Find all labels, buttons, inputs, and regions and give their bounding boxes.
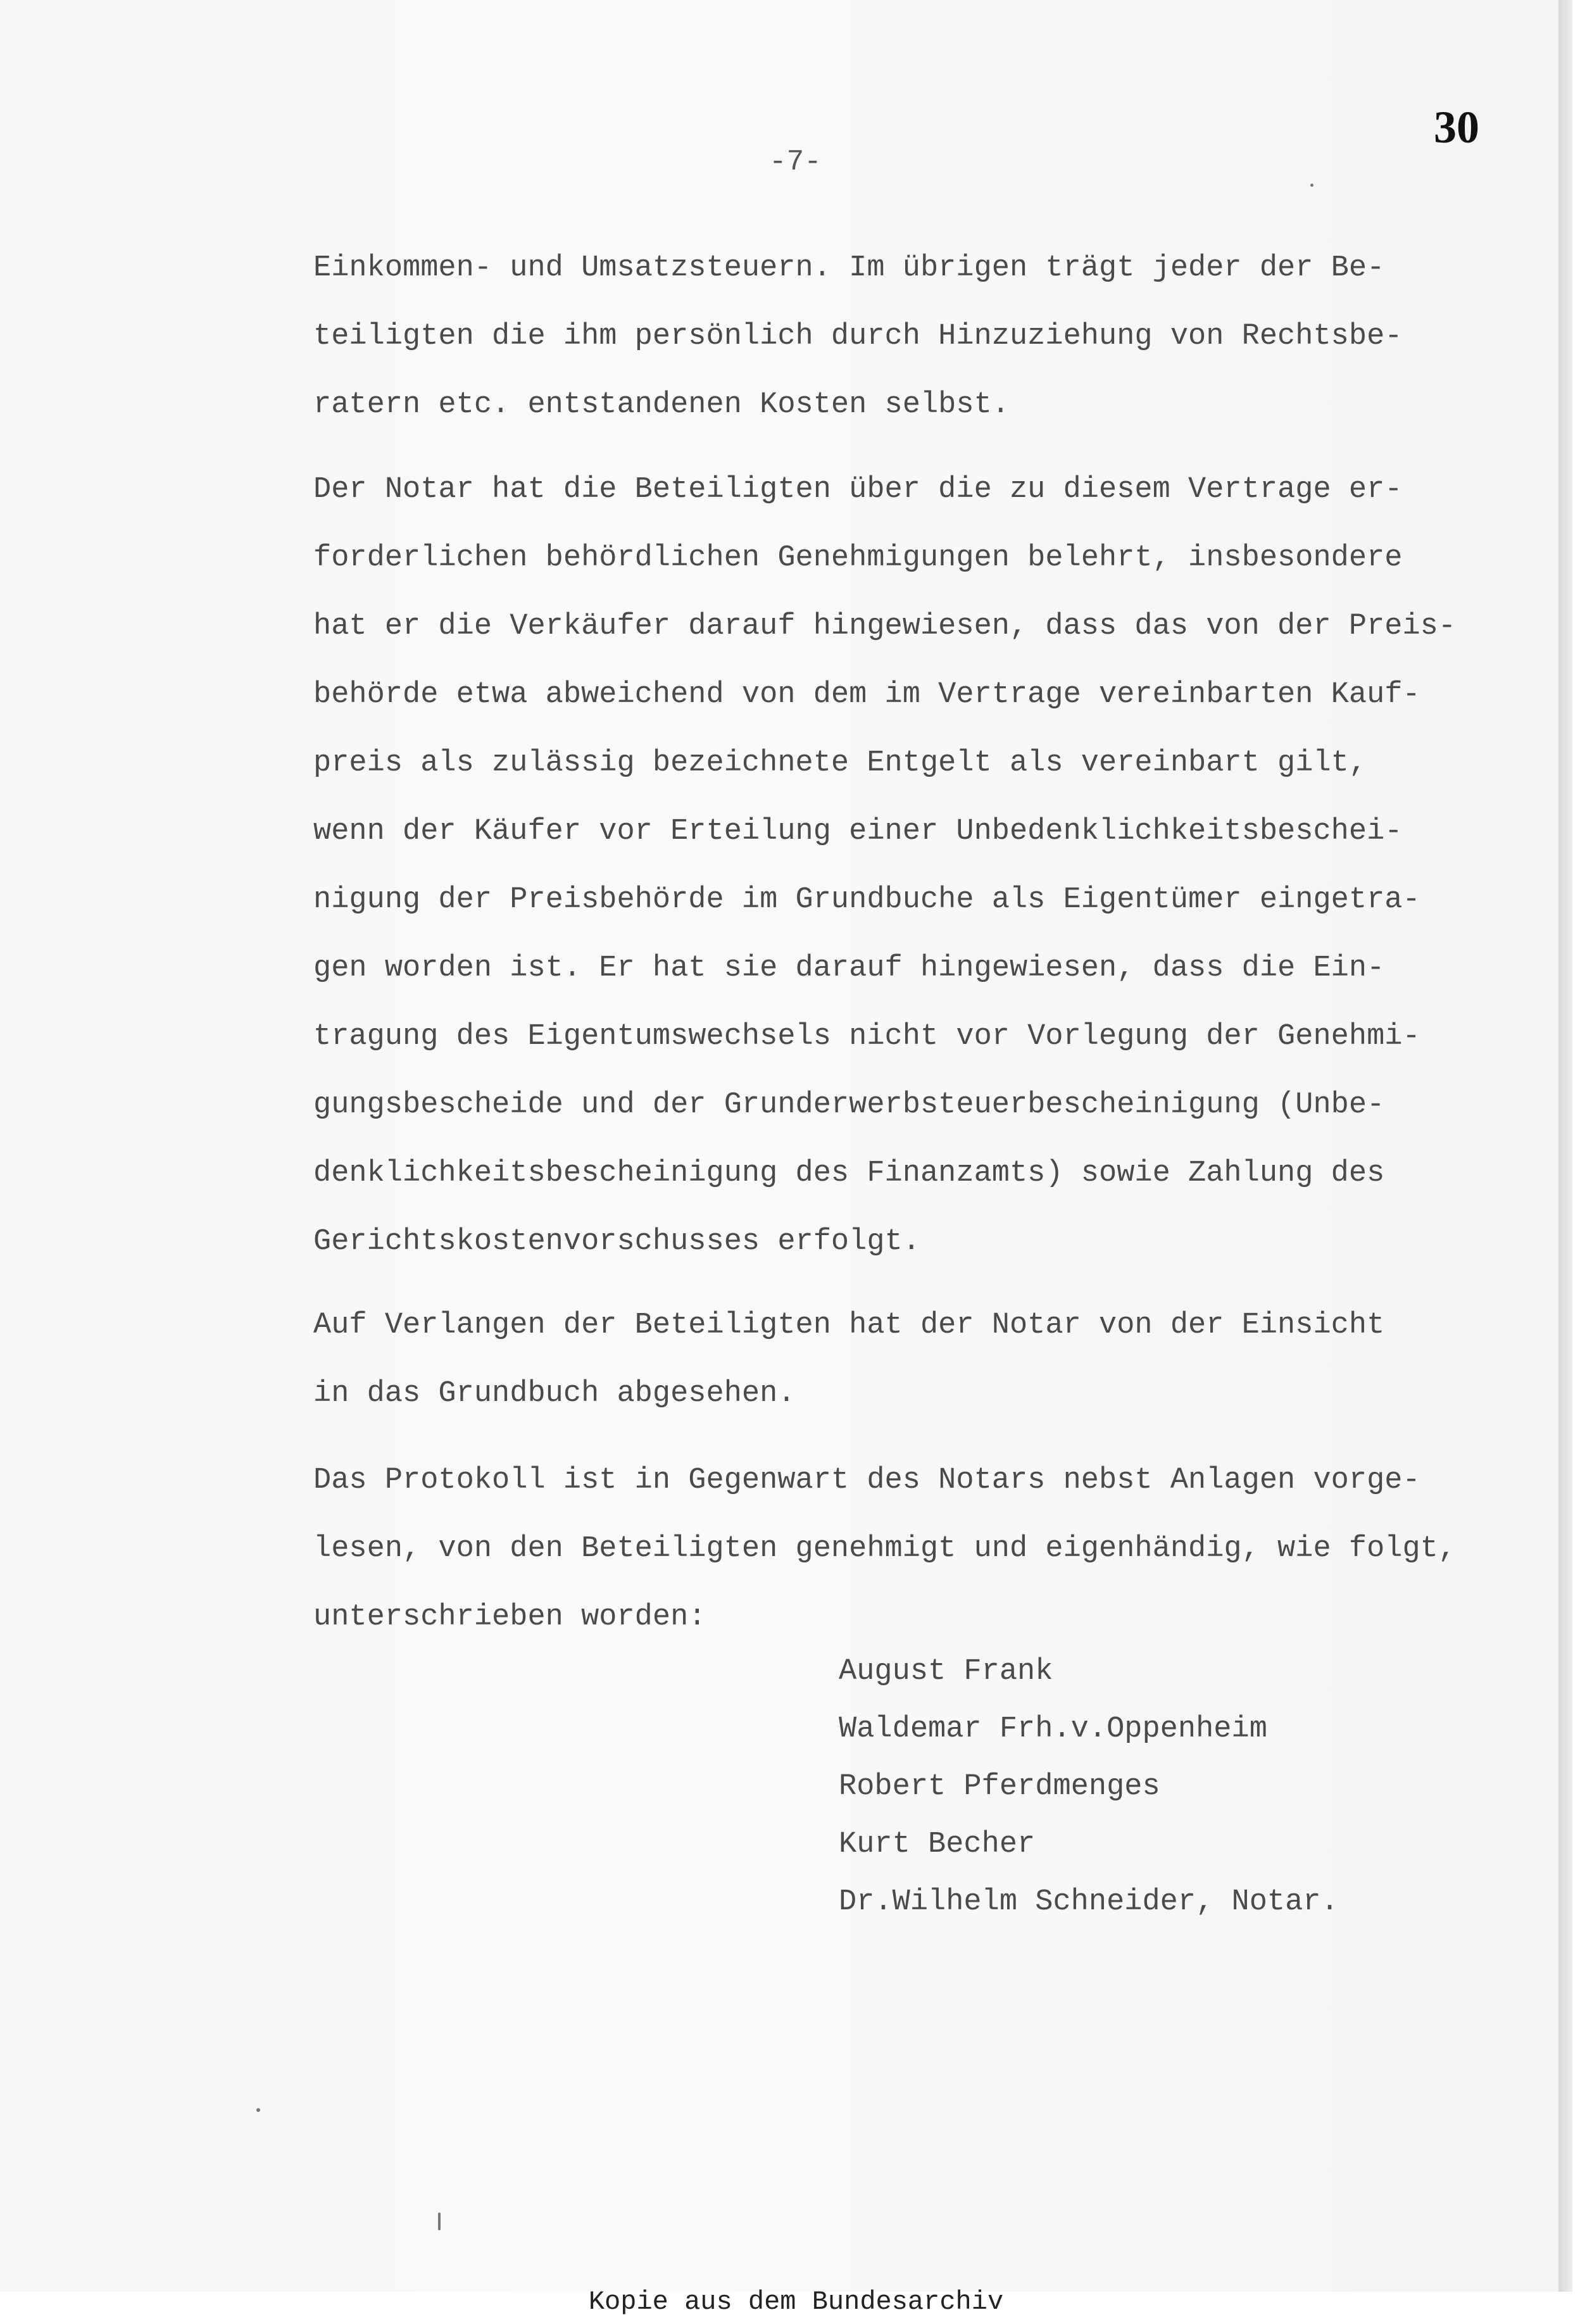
- text-line: gen worden ist. Er hat sie darauf hingewiesen, dass die Ein-: [313, 952, 1385, 985]
- text-line: unterschrieben worden:: [313, 1600, 706, 1634]
- signature-line: August Frank: [839, 1655, 1053, 1688]
- signature-line: Robert Pferdmenges: [839, 1770, 1160, 1804]
- text-line: lesen, von den Beteiligten genehmigt und eigenhändig, wie folgt,: [313, 1532, 1457, 1566]
- paragraph-taxes: [313, 234, 1541, 439]
- text-line: teiligten die ihm persönlich durch Hinzuziehung von Rechtsbe-: [313, 320, 1403, 353]
- text-line: ratern etc. entstandenen Kosten selbst.: [313, 388, 1010, 422]
- text-line: Das Protokoll ist in Gegenwart des Notars nebst Anlagen vorge-: [313, 1464, 1420, 1497]
- signature-block: [839, 1643, 1339, 1931]
- text-line: preis als zulässig bezeichnete Entgelt als vereinbart gilt,: [313, 746, 1367, 780]
- text-line: Der Notar hat die Beteiligten über die zu diesem Vertrage er-: [313, 473, 1403, 506]
- text-line: Einkommen- und Umsatzsteuern. Im übrigen trägt jeder der Be-: [313, 251, 1385, 285]
- text-line: behörde etwa abweichend von dem im Vertrage vereinbarten Kauf-: [313, 678, 1420, 712]
- signature-line: Kurt Becher: [839, 1828, 1036, 1861]
- signature-line: Waldemar Frh.v.Oppenheim: [839, 1712, 1267, 1746]
- scan-speck: [1310, 184, 1313, 187]
- paragraph-land-register: [313, 1291, 1541, 1428]
- text-line: hat er die Verkäufer darauf hingewiesen, dass das von der Preis-: [313, 610, 1457, 643]
- text-line: gungsbescheide und der Grunderwerbsteuerbescheinigung (Unbe-: [313, 1088, 1385, 1122]
- text-line: in das Grundbuch abgesehen.: [313, 1377, 796, 1410]
- archive-footer: Kopie aus dem Bundesarchiv: [588, 2287, 1004, 2317]
- text-line: tragung des Eigentumswechsels nicht vor Vorlegung der Genehmi-: [313, 1020, 1420, 1053]
- text-line: Auf Verlangen der Beteiligten hat der Notar von der Einsicht: [313, 1309, 1385, 1342]
- text-line: wenn der Käufer vor Erteilung einer Unbedenklichkeitsbeschei-: [313, 815, 1403, 848]
- text-line: forderlichen behördlichen Genehmigungen belehrt, insbesondere: [313, 541, 1403, 575]
- paragraph-notary-instructions: [313, 456, 1541, 1276]
- scan-speck: [256, 2108, 260, 2112]
- page-edge-shadow: [1558, 0, 1572, 2292]
- paragraph-protocol: [313, 1447, 1541, 1652]
- archive-stamp-number: 30: [1434, 102, 1479, 153]
- scan-speck: [438, 2213, 441, 2230]
- signature-line: Dr.Wilhelm Schneider, Notar.: [839, 1885, 1339, 1919]
- page-number: -7-: [769, 146, 822, 179]
- text-line: denklichkeitsbescheinigung des Finanzamts) sowie Zahlung des: [313, 1157, 1385, 1190]
- text-line: nigung der Preisbehörde im Grundbuche als Eigentümer eingetra-: [313, 883, 1420, 917]
- text-line: Gerichtskostenvorschusses erfolgt.: [313, 1225, 920, 1259]
